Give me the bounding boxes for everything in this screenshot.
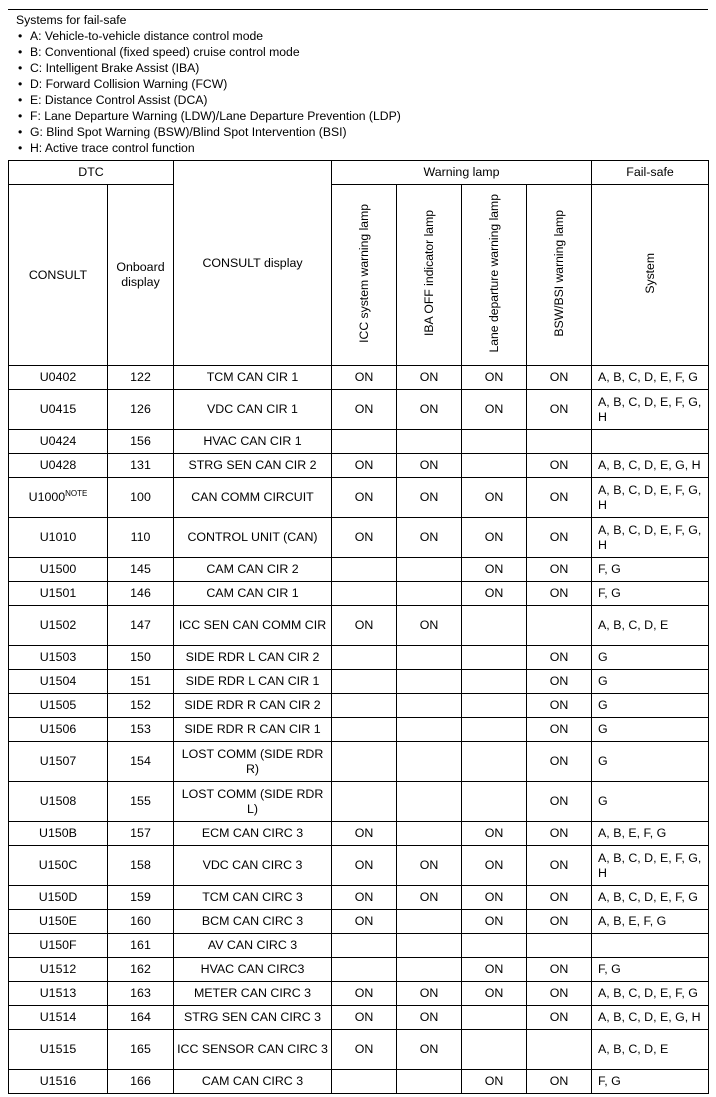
cell-consult: U1500 (9, 558, 108, 582)
cell-lane (462, 670, 527, 694)
cell-icc (332, 742, 397, 782)
cell-iba (397, 822, 462, 846)
cell-consult: U1508 (9, 782, 108, 822)
cell-system: F, G (592, 958, 709, 982)
cell-iba: ON (397, 846, 462, 886)
legend-item: • E: Distance Control Assist (DCA) (16, 92, 706, 108)
cell-bsw: ON (527, 982, 592, 1006)
header-fail-safe: Fail-safe (592, 161, 709, 185)
legend-item: • D: Forward Collision Warning (FCW) (16, 76, 706, 92)
cell-system: A, B, C, D, E, F, G, H (592, 478, 709, 518)
cell-consult: U150D (9, 886, 108, 910)
cell-bsw: ON (527, 390, 592, 430)
cell-display: SIDE RDR L CAN CIR 1 (174, 670, 332, 694)
table-row (9, 846, 709, 886)
cell-lane: ON (462, 366, 527, 390)
cell-onboard: 163 (108, 982, 174, 1006)
table-row (9, 366, 709, 390)
cell-icc: ON (332, 822, 397, 846)
cell-onboard: 155 (108, 782, 174, 822)
cell-display: ECM CAN CIRC 3 (174, 822, 332, 846)
cell-consult (9, 478, 108, 518)
cell-icc (332, 782, 397, 822)
cell-consult: U0415 (9, 390, 108, 430)
cell-iba (397, 558, 462, 582)
cell-display: ICC SENSOR CAN CIRC 3 (174, 1030, 332, 1070)
table-row (9, 886, 709, 910)
cell-bsw: ON (527, 846, 592, 886)
cell-display: CAM CAN CIRC 3 (174, 1070, 332, 1094)
cell-system: A, B, C, D, E, F, G, H (592, 846, 709, 886)
table-row (9, 558, 709, 582)
top-rule (8, 9, 708, 10)
table-row (9, 718, 709, 742)
cell-consult: U1515 (9, 1030, 108, 1070)
cell-icc: ON (332, 606, 397, 646)
cell-system: A, B, E, F, G (592, 910, 709, 934)
cell-bsw: ON (527, 782, 592, 822)
header-onboard-display: Onboard display (108, 185, 174, 366)
note-marker: NOTE (65, 488, 88, 498)
cell-icc (332, 958, 397, 982)
cell-consult: U1504 (9, 670, 108, 694)
header-icc-lamp-label: ICC system warning lamp (356, 203, 371, 343)
cell-icc: ON (332, 390, 397, 430)
cell-bsw: ON (527, 582, 592, 606)
cell-consult: U1505 (9, 694, 108, 718)
cell-system: A, B, C, D, E (592, 1030, 709, 1070)
cell-display: HVAC CAN CIR 1 (174, 430, 332, 454)
cell-lane: ON (462, 982, 527, 1006)
cell-lane: ON (462, 886, 527, 910)
cell-consult: U1516 (9, 1070, 108, 1094)
cell-onboard: 131 (108, 454, 174, 478)
cell-display: ICC SEN CAN COMM CIR (174, 606, 332, 646)
cell-icc: ON (332, 478, 397, 518)
cell-onboard: 160 (108, 910, 174, 934)
header-lane-lamp (462, 185, 527, 366)
cell-lane (462, 718, 527, 742)
cell-lane: ON (462, 478, 527, 518)
table-row (9, 934, 709, 958)
cell-system: A, B, E, F, G (592, 822, 709, 846)
cell-display: STRG SEN CAN CIRC 3 (174, 1006, 332, 1030)
cell-system (592, 430, 709, 454)
table-row (9, 1030, 709, 1070)
cell-lane: ON (462, 582, 527, 606)
cell-icc: ON (332, 910, 397, 934)
cell-onboard: 164 (108, 1006, 174, 1030)
header-icc-lamp (332, 185, 397, 366)
table-row (9, 822, 709, 846)
cell-consult: U1501 (9, 582, 108, 606)
cell-bsw: ON (527, 910, 592, 934)
table-row (9, 670, 709, 694)
dtc-code: U1000 (28, 490, 66, 504)
cell-system: A, B, C, D, E, F, G (592, 886, 709, 910)
cell-system (592, 934, 709, 958)
cell-consult: U1512 (9, 958, 108, 982)
cell-onboard: 145 (108, 558, 174, 582)
cell-bsw (527, 934, 592, 958)
header-warning-lamp: Warning lamp (332, 161, 592, 185)
cell-onboard: 110 (108, 518, 174, 558)
legend-item: • B: Conventional (fixed speed) cruise control mode (16, 44, 706, 60)
cell-onboard: 147 (108, 606, 174, 646)
cell-onboard: 161 (108, 934, 174, 958)
header-system (592, 185, 709, 366)
cell-bsw (527, 606, 592, 646)
cell-lane (462, 934, 527, 958)
table-row (9, 958, 709, 982)
cell-bsw: ON (527, 742, 592, 782)
cell-iba (397, 782, 462, 822)
cell-display: VDC CAN CIRC 3 (174, 846, 332, 886)
cell-iba (397, 742, 462, 782)
cell-bsw: ON (527, 822, 592, 846)
cell-bsw: ON (527, 478, 592, 518)
cell-system: G (592, 782, 709, 822)
cell-consult: U150C (9, 846, 108, 886)
cell-icc: ON (332, 886, 397, 910)
cell-iba (397, 670, 462, 694)
cell-bsw: ON (527, 558, 592, 582)
cell-system: F, G (592, 1070, 709, 1094)
cell-consult: U1514 (9, 1006, 108, 1030)
legend-item: • H: Active trace control function (16, 140, 706, 156)
dtc-table (8, 160, 709, 1094)
header-iba-lamp-label: IBA OFF indicator lamp (421, 210, 436, 336)
cell-lane: ON (462, 910, 527, 934)
cell-lane: ON (462, 958, 527, 982)
cell-display: BCM CAN CIRC 3 (174, 910, 332, 934)
cell-lane: ON (462, 846, 527, 886)
cell-icc (332, 582, 397, 606)
header-iba-lamp (397, 185, 462, 366)
cell-lane (462, 1030, 527, 1070)
cell-iba: ON (397, 1030, 462, 1070)
cell-consult: U0402 (9, 366, 108, 390)
cell-lane (462, 1006, 527, 1030)
cell-display: CAN COMM CIRCUIT (174, 478, 332, 518)
table-row (9, 1006, 709, 1030)
cell-consult: U1010 (9, 518, 108, 558)
table-row (9, 982, 709, 1006)
cell-system: F, G (592, 582, 709, 606)
table-row (9, 742, 709, 782)
table-row (9, 646, 709, 670)
cell-bsw: ON (527, 718, 592, 742)
cell-lane: ON (462, 822, 527, 846)
legend-list (16, 28, 706, 156)
cell-consult: U150E (9, 910, 108, 934)
cell-display: CAM CAN CIR 2 (174, 558, 332, 582)
fail-safe-systems-legend (16, 12, 706, 156)
cell-icc (332, 646, 397, 670)
table-row (9, 390, 709, 430)
cell-iba (397, 646, 462, 670)
cell-lane: ON (462, 1070, 527, 1094)
cell-onboard: 153 (108, 718, 174, 742)
cell-onboard: 150 (108, 646, 174, 670)
cell-system: G (592, 718, 709, 742)
cell-icc (332, 1070, 397, 1094)
cell-iba (397, 694, 462, 718)
cell-icc (332, 670, 397, 694)
cell-display: SIDE RDR R CAN CIR 1 (174, 718, 332, 742)
cell-bsw (527, 430, 592, 454)
cell-system: A, B, C, D, E, G, H (592, 454, 709, 478)
cell-system: G (592, 742, 709, 782)
header-lane-lamp-label: Lane departure warning lamp (486, 193, 501, 353)
cell-bsw: ON (527, 1070, 592, 1094)
cell-display: CAM CAN CIR 1 (174, 582, 332, 606)
dtc-table-body (9, 366, 709, 1094)
cell-iba (397, 718, 462, 742)
table-row (9, 478, 709, 518)
cell-iba: ON (397, 982, 462, 1006)
cell-icc (332, 718, 397, 742)
header-system-label: System (642, 252, 657, 294)
cell-iba: ON (397, 518, 462, 558)
cell-consult: U1506 (9, 718, 108, 742)
cell-display: CONTROL UNIT (CAN) (174, 518, 332, 558)
cell-icc: ON (332, 1030, 397, 1070)
cell-icc (332, 430, 397, 454)
cell-bsw: ON (527, 366, 592, 390)
cell-lane: ON (462, 558, 527, 582)
cell-lane (462, 694, 527, 718)
cell-system: A, B, C, D, E, F, G, H (592, 518, 709, 558)
cell-consult: U1507 (9, 742, 108, 782)
cell-system: A, B, C, D, E, F, G (592, 982, 709, 1006)
table-row (9, 430, 709, 454)
table-row (9, 782, 709, 822)
cell-icc (332, 558, 397, 582)
cell-display: SIDE RDR L CAN CIR 2 (174, 646, 332, 670)
cell-icc: ON (332, 846, 397, 886)
cell-display: LOST COMM (SIDE RDR R) (174, 742, 332, 782)
legend-item: • F: Lane Departure Warning (LDW)/Lane Departure Prevention (LDP) (16, 108, 706, 124)
cell-icc (332, 934, 397, 958)
cell-system: A, B, C, D, E, G, H (592, 1006, 709, 1030)
cell-onboard: 162 (108, 958, 174, 982)
header-bsw-lamp (527, 185, 592, 366)
cell-icc: ON (332, 982, 397, 1006)
table-row (9, 694, 709, 718)
cell-iba: ON (397, 1006, 462, 1030)
cell-display: TCM CAN CIRC 3 (174, 886, 332, 910)
cell-lane (462, 782, 527, 822)
cell-display: SIDE RDR R CAN CIR 2 (174, 694, 332, 718)
cell-system: G (592, 694, 709, 718)
cell-onboard: 100 (108, 478, 174, 518)
cell-lane (462, 454, 527, 478)
cell-onboard: 154 (108, 742, 174, 782)
cell-onboard: 165 (108, 1030, 174, 1070)
cell-consult: U1502 (9, 606, 108, 646)
legend-item: • G: Blind Spot Warning (BSW)/Blind Spot Intervention (BSI) (16, 124, 706, 140)
cell-system: A, B, C, D, E (592, 606, 709, 646)
cell-onboard: 157 (108, 822, 174, 846)
cell-system: G (592, 670, 709, 694)
cell-display: STRG SEN CAN CIR 2 (174, 454, 332, 478)
cell-bsw (527, 1030, 592, 1070)
cell-bsw: ON (527, 958, 592, 982)
cell-lane: ON (462, 518, 527, 558)
cell-iba (397, 958, 462, 982)
cell-onboard: 146 (108, 582, 174, 606)
cell-icc: ON (332, 1006, 397, 1030)
cell-onboard: 122 (108, 366, 174, 390)
cell-onboard: 126 (108, 390, 174, 430)
cell-consult: U1503 (9, 646, 108, 670)
cell-iba (397, 582, 462, 606)
cell-bsw: ON (527, 886, 592, 910)
table-row (9, 454, 709, 478)
header-consult: CONSULT (9, 185, 108, 366)
cell-onboard: 159 (108, 886, 174, 910)
cell-iba (397, 1070, 462, 1094)
cell-display: TCM CAN CIR 1 (174, 366, 332, 390)
cell-iba: ON (397, 366, 462, 390)
cell-lane: ON (462, 390, 527, 430)
cell-onboard: 151 (108, 670, 174, 694)
cell-icc: ON (332, 366, 397, 390)
cell-bsw: ON (527, 646, 592, 670)
cell-onboard: 152 (108, 694, 174, 718)
cell-iba (397, 910, 462, 934)
cell-bsw: ON (527, 670, 592, 694)
cell-icc: ON (332, 518, 397, 558)
legend-item: • A: Vehicle-to-vehicle distance control mode (16, 28, 706, 44)
cell-system: G (592, 646, 709, 670)
header-dtc: DTC (9, 161, 174, 185)
cell-display: HVAC CAN CIRC3 (174, 958, 332, 982)
cell-system: A, B, C, D, E, F, G, H (592, 390, 709, 430)
cell-onboard: 158 (108, 846, 174, 886)
cell-iba: ON (397, 454, 462, 478)
cell-lane (462, 606, 527, 646)
cell-lane (462, 430, 527, 454)
cell-lane (462, 646, 527, 670)
cell-display: METER CAN CIRC 3 (174, 982, 332, 1006)
table-row (9, 910, 709, 934)
cell-onboard: 156 (108, 430, 174, 454)
cell-onboard: 166 (108, 1070, 174, 1094)
cell-bsw: ON (527, 694, 592, 718)
cell-display: AV CAN CIRC 3 (174, 934, 332, 958)
cell-iba: ON (397, 478, 462, 518)
cell-consult: U0424 (9, 430, 108, 454)
cell-bsw: ON (527, 1006, 592, 1030)
table-row (9, 582, 709, 606)
header-consult-display: CONSULT display (174, 161, 332, 366)
table-row (9, 518, 709, 558)
cell-bsw: ON (527, 454, 592, 478)
cell-icc (332, 694, 397, 718)
cell-display: LOST COMM (SIDE RDR L) (174, 782, 332, 822)
cell-iba (397, 430, 462, 454)
legend-item: • C: Intelligent Brake Assist (IBA) (16, 60, 706, 76)
cell-icc: ON (332, 454, 397, 478)
table-row (9, 606, 709, 646)
cell-iba: ON (397, 390, 462, 430)
cell-consult: U1513 (9, 982, 108, 1006)
cell-iba: ON (397, 886, 462, 910)
legend-heading: Systems for fail-safe (16, 13, 127, 27)
cell-display: VDC CAN CIR 1 (174, 390, 332, 430)
cell-iba (397, 934, 462, 958)
cell-lane (462, 742, 527, 782)
cell-iba: ON (397, 606, 462, 646)
cell-consult: U0428 (9, 454, 108, 478)
cell-system: A, B, C, D, E, F, G (592, 366, 709, 390)
table-row (9, 1070, 709, 1094)
cell-bsw: ON (527, 518, 592, 558)
cell-system: F, G (592, 558, 709, 582)
header-bsw-lamp-label: BSW/BSI warning lamp (551, 209, 566, 337)
cell-consult: U150F (9, 934, 108, 958)
cell-consult: U150B (9, 822, 108, 846)
